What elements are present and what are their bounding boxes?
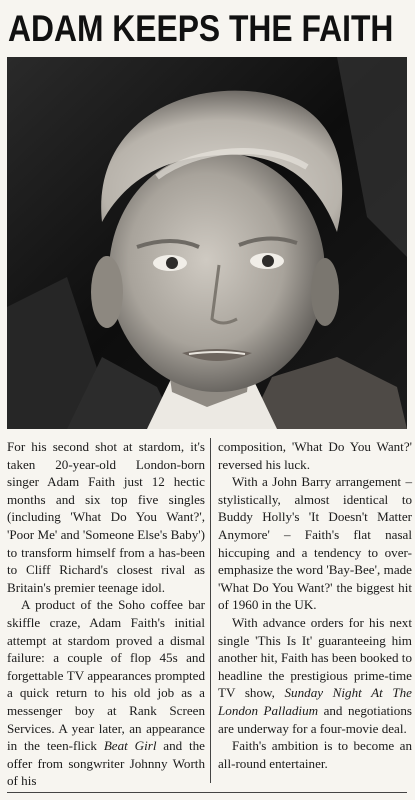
portrait-photo [7, 57, 407, 429]
article-paragraph [218, 614, 412, 737]
article-text: and the offer from songwriter Johnny Worth of his [7, 738, 205, 789]
film-title: Beat Girl [103, 738, 157, 754]
column-divider [210, 438, 211, 783]
article-paragraph: Faith's ambition is to become an all-round entertainer. [218, 738, 412, 771]
article-text: A product of the Soho coffee bar skiffle craze, Adam Faith's initial attempt at stardom proved a dismal failure: a couple of flop 45s and forgettable TV appearances prompted a quick return to his old job as a messenger boy at Rank Screen Services. A year later, an appearance in the teen-flick [7, 597, 205, 754]
article-paragraph [7, 596, 205, 790]
show-title: Sunday Night At The London Palladium [218, 685, 412, 718]
article-paragraph: With a John Barry arrangement – stylistically, almost identical to Buddy Holly's 'It Doesn't Matter Anymore' – Faith's flat nasal hiccuping and a tendency to over-emphasize the word 'Bay-Bee', made 'What Do You Want?' the biggest hit of 1960 in the UK. [218, 474, 412, 613]
article-text: and negotiations are underway for a four-movie deal. [218, 702, 412, 736]
article-column-left [7, 438, 205, 790]
article-column-right [218, 438, 412, 772]
article-text: With advance orders for his next single 'This Is It' guaranteeing him another hit, Faith has been booked to headline the prestigious prime-time TV show, [218, 614, 412, 701]
bottom-rule [7, 792, 407, 793]
headline: ADAM KEEPS THE FAITH [8, 8, 394, 49]
portrait-illustration [7, 57, 407, 429]
article-paragraph: composition, 'What Do You Want?' reversed his luck. [218, 439, 412, 472]
article-paragraph: For his second shot at stardom, it's taken 20-year-old London-born singer Adam Faith just 12 hectic months and six top five singles (including 'What Do You Want?', 'Poor Me' and 'Someone Else's Baby') to transform himself from a has-been to Cliff Richard's closest rival as Britain's premier teenage idol. [7, 439, 205, 595]
